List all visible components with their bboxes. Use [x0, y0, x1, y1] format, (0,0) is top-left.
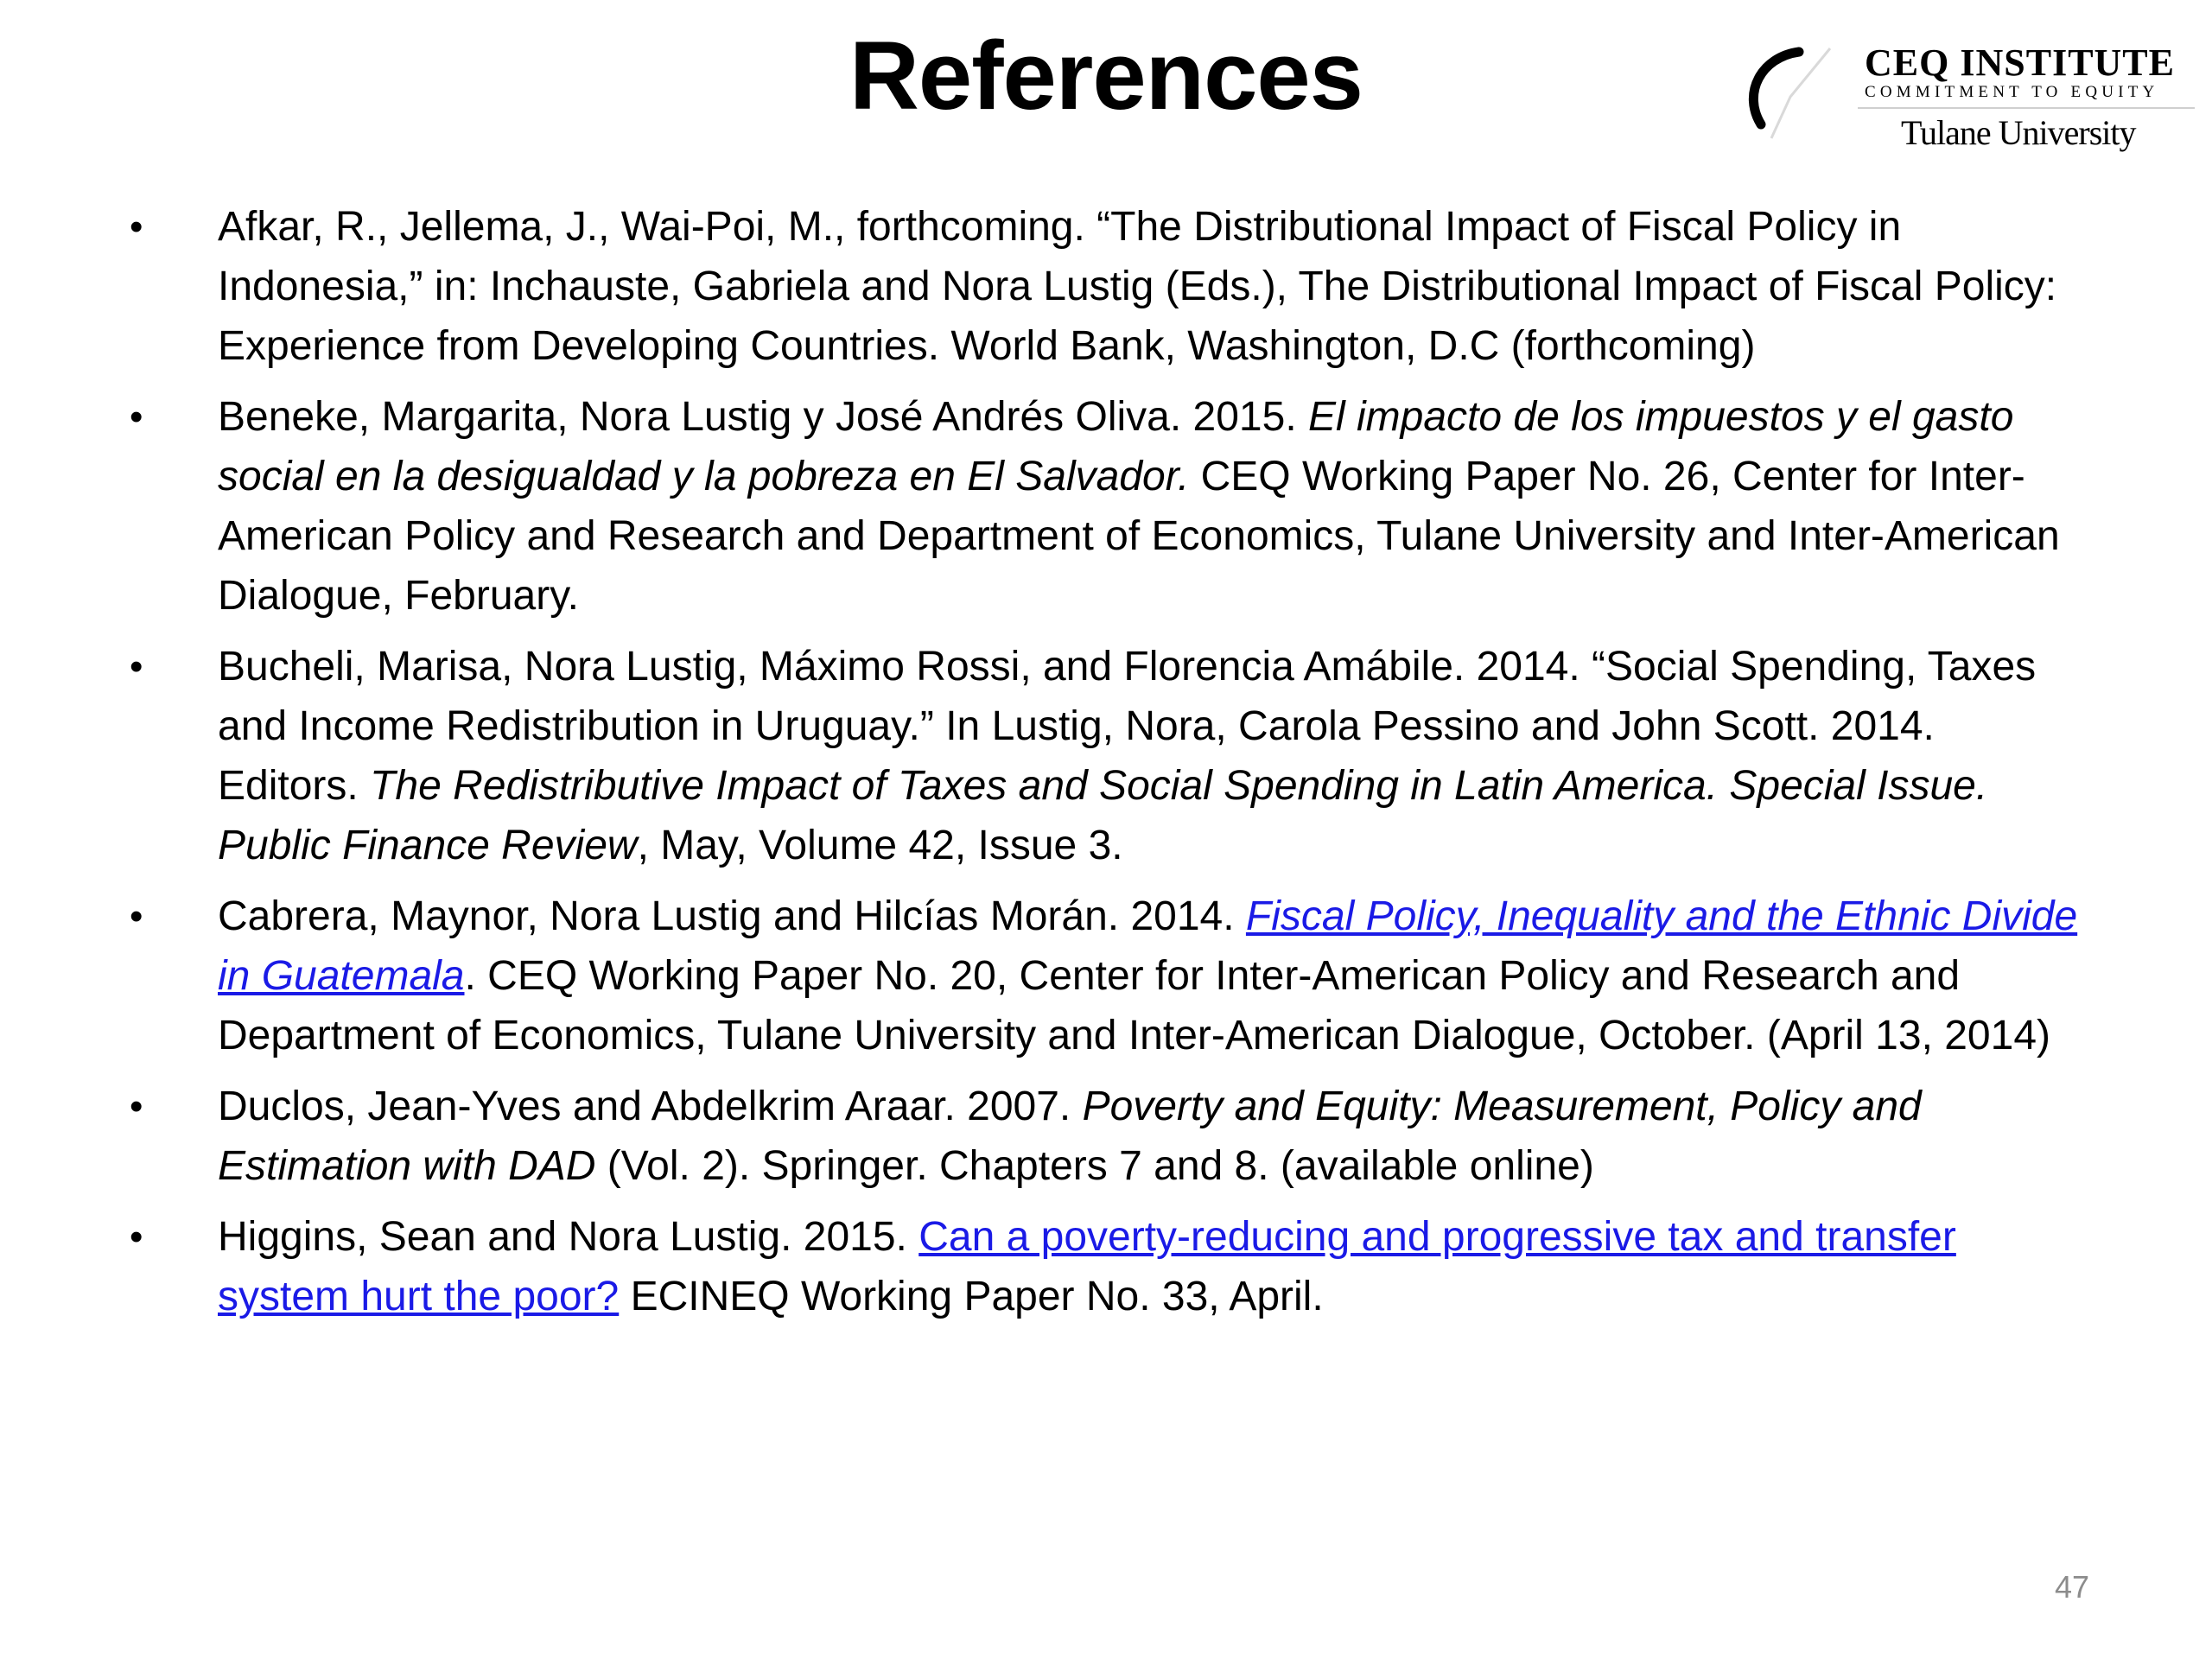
reference-link-text: Fiscal Policy, Inequality and the Ethnic Divide in Guatemala — [218, 893, 2078, 999]
bullet-icon: • — [130, 206, 143, 248]
reference-title: El impacto de los impuestos y el gasto social en la desigualdad y la pobreza en El Salvador. — [218, 394, 2014, 499]
reference-text: ECINEQ Working Paper No. 33, April. — [619, 1274, 1324, 1319]
reference-item — [130, 387, 2082, 626]
bullet-icon: • — [130, 645, 143, 688]
reference-text: Bucheli, Marisa, Nora Lustig, Máximo Rossi, and Florencia Amábile. 2014. “Social Spending, Taxes and Income Redistribution in Uruguay.” In Lustig, Nora, Carola Pessino and John Scott. 2014. Editors. — [218, 644, 2037, 809]
reference-item — [130, 197, 2082, 376]
reference-text: (Vol. 2). Springer. Chapters 7 and 8. (available online) — [595, 1143, 1594, 1189]
reference-list — [130, 197, 2082, 1338]
bullet-icon: • — [130, 1216, 143, 1258]
reference-text: , May, Volume 42, Issue 3. — [637, 823, 1123, 868]
slide-title: References — [849, 22, 1363, 130]
bullet-icon: • — [130, 396, 143, 438]
ceq-institute-logo — [1737, 41, 2203, 162]
reference-title: Poverty and Equity: Measurement, Policy and Estimation with DAD — [218, 1084, 1922, 1189]
reference-link-ecineq[interactable]: Can a poverty-reducing and progressive tax and transfer system hurt the poor? — [218, 1214, 1956, 1319]
reference-item — [130, 637, 2082, 875]
reference-item — [130, 1207, 2082, 1326]
logo-tagline: COMMITMENT TO EQUITY — [1865, 83, 2159, 101]
reference-text: Afkar, R., Jellema, J., Wai-Poi, M., forthcoming. “The Distributional Impact of Fiscal Policy in Indonesia,” in: Inchauste, Gabriela and Nora Lustig (Eds.), The Distributional Impact of Fiscal Policy: Experience from Developing Countries. World Bank, Washington, D.C (forthcoming) — [218, 204, 2057, 369]
reference-item — [130, 887, 2082, 1065]
reference-text: Higgins, Sean and Nora Lustig. 2015. — [218, 1214, 919, 1260]
reference-title: The Redistributive Impact of Taxes and Social Spending in Latin America. Special Issue. Public Finance Review — [218, 763, 1988, 868]
logo-university: Tulane University — [1901, 113, 2136, 152]
reference-text: CEQ Working Paper No. 26, Center for Inter-American Policy and Research and Department of Economics, Tulane University and Inter-American Dialogue, February. — [218, 454, 2060, 619]
page-number: 47 — [2054, 1569, 2089, 1605]
reference-text: Cabrera, Maynor, Nora Lustig and Hilcías Morán. 2014. — [218, 893, 1246, 939]
logo-divider — [1858, 107, 2195, 109]
bullet-icon: • — [130, 1085, 143, 1128]
reference-text: Beneke, Margarita, Nora Lustig y José Andrés Oliva. 2015. — [218, 394, 1308, 440]
ceq-arc-icon — [1737, 41, 1849, 145]
reference-text: . CEQ Working Paper No. 20, Center for Inter-American Policy and Research and Department of Economics, Tulane University and Inter-American Dialogue, October. (April 13, 2014) — [218, 953, 2050, 1058]
bullet-icon: • — [130, 895, 143, 938]
reference-text: Duclos, Jean-Yves and Abdelkrim Araar. 2007. — [218, 1084, 1083, 1129]
logo-name: CEQ INSTITUTE — [1865, 41, 2176, 84]
reference-item — [130, 1077, 2082, 1196]
